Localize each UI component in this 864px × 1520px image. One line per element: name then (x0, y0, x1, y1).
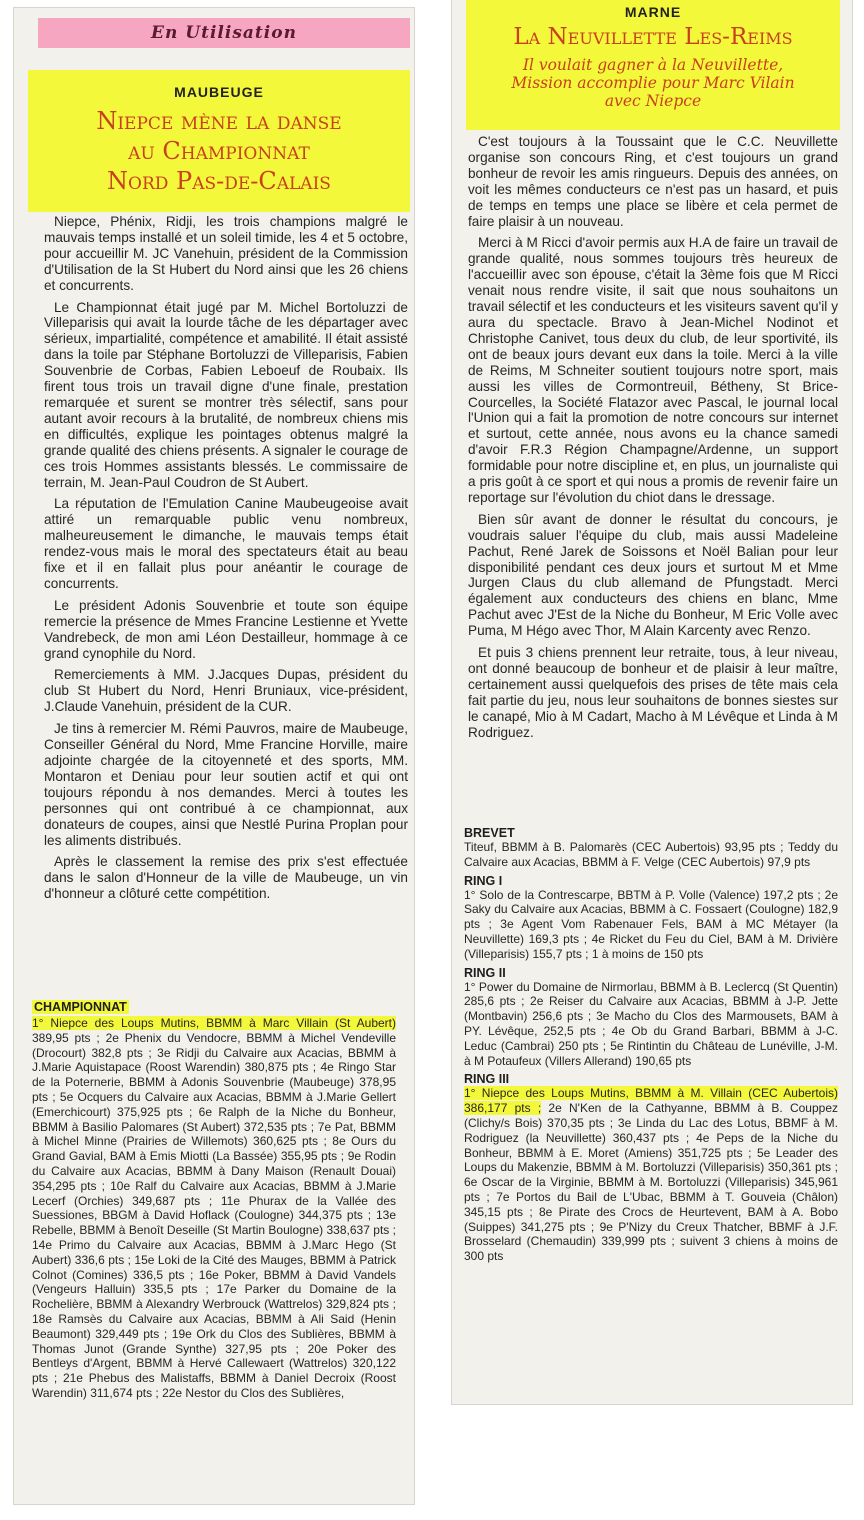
subtitle-line: avec Niepce (604, 92, 702, 110)
right-headline-block (466, 0, 840, 130)
results-rest: Titeuf, BBMM à B. Palomarès (CEC Aubertois) 93,95 pts ; Teddy du Calvaire aux Acacias, BBMM à F. Velge (CEC Aubertois) 97,9 pts (464, 840, 838, 869)
results-rest: 389,95 pts ; 2e Phenix du Vendocre, BBMM à Michel Vendeville (Drocourt) 382,8 pts ; 3e Ridji du Calvaire aux Acacias, BBMM à J.Marie Aquistapace (Roost Warendin) 380,875 pts ; 4e Ringo Star de la Poternerie, BBMM à Adonis Souvenbrie (Maubeuge) 378,95 pts ; 5e Ocquers du Calvaire aux Acacias, BBMM à J.Marie Gellert (Emerchicourt) 375,925 pts ; 6e Ralph de la Niche du Bonheur, BBMM à Basilio Palomares (St Aubert) 372,535 pts ; 7e Pat, BBMM à Michel Minne (Prairies de Willemots) 360,625 pts ; 8e Ours du Grand Gavial, BAM à Emis Miotti (La Bassée) 355,95 pts ; 9e Rodin du Calvaire aux Acacias, BBMM à Dany Maison (Renault Douai) 354,295 pts ; 10e Ralf du Calvaire aux Acacias, BBMM à J.Marie Lecerf (Orchies) 349,687 pts ; 11e Phurax de la Vallée des Suessiones, BBGM à David Hoflack (Coulogne) 344,375 pts ; 13e Rebelle, BBMM à Benoît Deseille (St Martin Boulogne) 338,637 pts ; 14e Primo du Calvaire aux Acacias, BBMM à J.Marc Hego (St Aubert) 336,6 pts ; 15e Loki de la Cité des Mauges, BBMM à Patrick Colnot (Comines) 336,5 pts ; 16e Poker, BBMM à David Vandels (Vengeurs Halluin) 335,5 pts ; 17e Parker du Domaine de la Rochelière, BBMM à Alexandry Werbrouck (Wattrelos) 329,824 pts ; 18e Ramsès du Calvaire aux Acacias, BBMM à Ali Said (Henin Beaumont) 329,449 pts ; 19e Ork du Clos des Sublières, BBMM à Thomas Junot (Grande Synthe) 327,95 pts ; 20e Poker des Bentleys d'Argent, BBMM à Hervé Callewaert (Wattrelos) 320,122 pts ; 21e Phebus des Malistaffs, BBMM à Daniel Decroix (Roost Warendin) 311,674 pts ; 22e Nestor du Clos des Sublières, (32, 1030, 396, 1400)
paragraph: Merci à M Ricci d'avoir permis aux H.A de faire un travail de grande qualité, nous sommes toujours très heureux de l'accueillir avec son épouse, c'était la 3ème fois que M Ricci venait nous rendre visite, il sait que nous souhaitons un travail sélectif et les conducteurs et les visiteurs savent qu'il y aura du spectacle. Bravo à Jean-Michel Nodinot et Christophe Canivet, tous deux du club, de leur sportivité, ils ont de beaux jours devant eux dans la toile. Merci à la ville de Reims, M Schneiter soutient toujours notre sport, mais aussi les villes de Cormontreuil, Bétheny, St Brice-Courcelles, la Société Flatazor avec Pascal, le journal local l'Union qui a fait la promotion de notre concours sur internet et surtout, cette année, nous avons eu la chance samedi d'avoir F.R.3 Région Champagne/Ardenne, un support formidable pour notre discipline et, en plus, un journaliste qui a pris goût à ce sport et qui nous a promis de revenir faire un reportage sur l'évolution du chiot dans le dressage. (468, 235, 838, 505)
results-heading: BREVET (464, 826, 515, 840)
results-rest: 1° Power du Domaine de Nirmorlau, BBMM à B. Leclercq (St Quentin) 285,6 pts ; 2e Reiser du Calvaire aux Acacias, BBMM à J-P. Jette (Montbavin) 256,6 pts ; 3e Macho du Clos des Marmousets, BAM à PY. Lévêque, 252,5 pts ; 4e Ob du Grand Barbari, BBMM à J-C. Leduc (Cambrai) 250 pts ; 5e Rintintin du Château de Lunéville, J-M. à M Potaufeux (Villers Allerand) 190,65 pts (464, 979, 838, 1068)
paragraph: Remerciements à MM. J.Jacques Dupas, président du club St Hubert du Nord, Henri Bruniaux, vice-président, J.Claude Vanehuin, président de la CUR. (44, 667, 408, 715)
paragraph: Niepce, Phénix, Ridji, les trois champions malgré le mauvais temps installé et un soleil timide, les 4 et 5 octobre, pour accueillir M. JC Vanehuin, président de la Commission d'Utilisation de la St Hubert du Nord ainsi que les 26 chiens et concurrents. (44, 214, 408, 293)
results-text (464, 888, 838, 962)
left-article-clipping (14, 8, 414, 1504)
right-kicker: MARNE (624, 4, 682, 20)
results-winner: 1° Niepce des Loups Mutins, BBMM à M. Villain (CEC Aubertois) 386,177 pts ; (464, 1086, 838, 1116)
left-title-line: Niepce mène la danse (96, 107, 342, 135)
right-subtitle (466, 56, 840, 110)
results-rest: 1° Solo de la Contrescarpe, BBTM à P. Volle (Valence) 197,2 pts ; 2e Saky du Calvaire aux Acacias, BBMM à C. Fossaert (Coulogne) 182,9 pts ; 3e Agent Vom Rabenauer Fels, BAM à MC Métayer (la Neuvillette) 169,3 pts ; 4e Ricket du Feu du Ciel, BAM à M. Drivière (Villeparisis) 155,7 pts ; 1 à moins de 150 pts (464, 887, 838, 961)
results-heading: RING I (464, 873, 503, 888)
results-text (464, 980, 838, 1069)
subtitle-line: Il voulait gagner à la Neuvillette, (522, 56, 784, 74)
right-results (464, 822, 838, 1266)
results-text (32, 1016, 396, 1401)
subtitle-line: Mission accomplie pour Marc Vilain (511, 74, 795, 92)
right-title: La Neuvillette Les-Reims (513, 24, 793, 50)
paragraph: Le Championnat était jugé par M. Michel Bortoluzzi de Villeparisis qui avait la lourde tâche de les départager avec sérieux, impartialité, compétence et amabilité. Il était assisté dans la toile par Stéphane Bortoluzzi de Villeparisis, Fabien Souvenbrie de Corbas, Fabien Leboeuf de Roubaix. Ils firent tous trois un travail digne d'une finale, prestation remarquée et surent se montrer très sélectif, sans pour autant avoir recours à la brutalité, de nombreux chiens mis en difficultés, explique les pointages obtenus malgré la grande qualité des chiens présents. A signaler le courage de ces trois Hommes assistants blessés. Le commissaire de terrain, M. Jean-Paul Coudron de St Aubert. (44, 299, 408, 490)
paragraph: Le président Adonis Souvenbrie et toute son équipe remercie la présence de Mmes Francine Lestienne et Yvette Vandrebeck, de mon ami Léon Destailleur, hommage à ce grand cynophile du Nord. (44, 597, 408, 661)
left-article-body (44, 214, 408, 908)
left-title (28, 106, 410, 196)
right-article-clipping (452, 0, 852, 1404)
results-rest: 2e N'Ken de la Cathyanne, BBMM à B. Couppez (Clichy/s Bois) 370,35 pts ; 3e Linda du Lac des Lotus, BBMF à M. Rodriguez (la Neuvillette) 360,437 pts ; 4e Peps de la Niche du Bonheur, BBMM à E. Moret (Amiens) 351,725 pts ; 5e Leader des Loups du Makenzie, BBMM à M. Bortoluzzi (Villeparisis) 350,361 pts ; 6e Oscar de la Virginie, BBMM à M. Bortoluzzi (Villeparisis) 345,961 pts ; 7e Portos du Bail de L'Ubac, BBMM à T. Gouveia (Châlon) 345,15 pts ; 8e Pirate des Crocs de Heurtevent, BAM à A. Bobo (Suippes) 341,275 pts ; 9e P'Nizy du Creux Thatcher, BBMF à J.F. Brosselard (Chemaudin) 339,999 pts ; suivent 3 chiens à moins de 300 pts (464, 1101, 839, 1264)
left-kicker: MAUBEUGE (174, 84, 264, 100)
left-headline-block (28, 70, 410, 212)
results-heading: CHAMPIONNAT (34, 1000, 127, 1014)
paragraph: La réputation de l'Emulation Canine Maubeugeoise avait attiré un remarquable public venu nombreux, malheureusement le dimanche, le mauvais temps était rendez-vous mais le moral des spectateurs était au beau fixe et il en fallait plus pour anéantir le courage de concurrents. (44, 496, 408, 591)
results-text (464, 840, 838, 870)
results-winner: 1° Niepce des Loups Mutins, BBMM à Marc Villain (St Aubert) (32, 1016, 396, 1030)
paragraph: Après le classement la remise des prix s'est effectuée dans le salon d'Honneur de la ville de Maubeuge, un vin d'honneur a clôturé cette compétition. (44, 854, 408, 902)
paragraph: Bien sûr avant de donner le résultat du concours, je voudrais saluer l'équipe du club, mais aussi Madeleine Pachut, René Jarek de Soissons et Noël Balian pour leur disponibilité pendant ces deux jours et surtout M et Mme Jurgen Claus du club allemand de Pfungstadt. Merci également aux conducteurs des chiens en blanc, Mme Pachut avec J'Est de la Niche du Bonheur, M Eric Volle avec Puma, M Hégo avec Thor, M Alain Karcenty avec Renzo. (468, 511, 838, 639)
left-title-line: Nord Pas-de-Calais (107, 167, 331, 195)
section-tag: En Utilisation (38, 18, 410, 48)
paragraph: C'est toujours à la Toussaint que le C.C. Neuvillette organise son concours Ring, et c'est toujours un grand bonheur de revoir les amis ringueurs. Depuis des années, on voit les mêmes conducteurs ce n'est pas un hasard, et puis de temps en temps une place se libère et cela permet de faire plaisir à un nouveau. (468, 134, 838, 229)
results-text (464, 1086, 838, 1264)
left-title-line: au Championnat (128, 137, 310, 165)
paragraph: Je tins à remercier M. Rémi Pauvros, maire de Maubeuge, Conseiller Général du Nord, Mme Francine Horville, maire adjointe chargée de la citoyenneté et des sports, MM. Montaron et Deniau pour leur soutien actif et qui ont toujours répondu à nos demandes. Merci à toutes les personnes qui ont contribué à ce championnat, aux donateurs de coupes, ainsi que Nestlé Purina Proplan pour les aliments distribués. (44, 721, 408, 848)
results-heading: RING II (464, 965, 506, 980)
left-results (32, 998, 396, 1401)
results-heading: RING III (464, 1072, 510, 1087)
right-article-body (468, 134, 838, 747)
paragraph: Et puis 3 chiens prennent leur retraite, tous, à leur niveau, ont donné beaucoup de bonheur et de plaisir à leur maître, certainement aussi quelquefois des prises de tête mais cela fait partie du jeu, nous leur souhaitons de bonnes siestes sur le canapé, Mio à M Cadart, Macho à M Lévêque et Linda à M Rodriguez. (468, 645, 838, 740)
